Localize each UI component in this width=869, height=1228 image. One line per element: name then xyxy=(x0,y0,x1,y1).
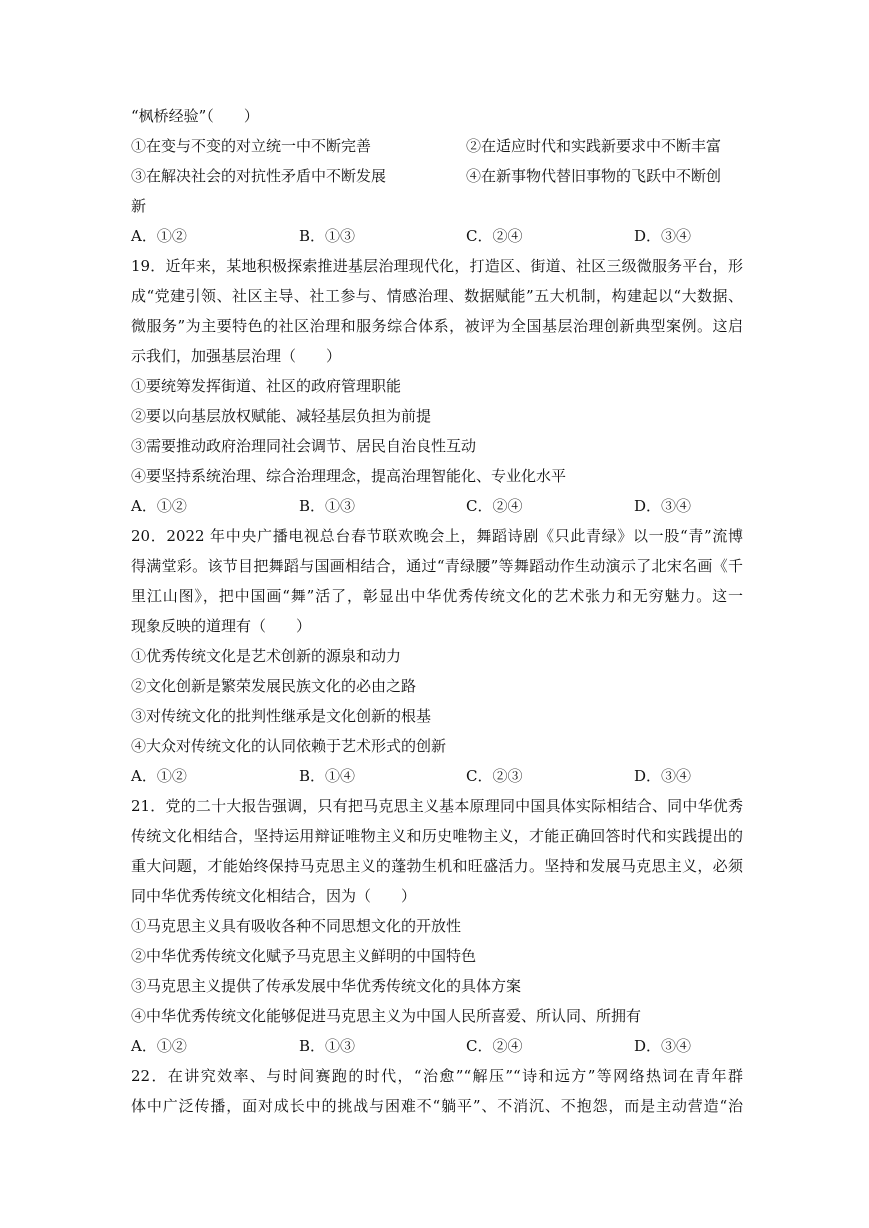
q21-stem-line-3: 重大问题，才能始终保持马克思主义的蓬勃生机和旺盛活力。坚持和发展马克思主义，必须 xyxy=(131,857,743,875)
q21-option-d: D．③④ xyxy=(634,1037,692,1055)
q21-option-a: A．①② xyxy=(131,1037,187,1055)
q18-statement-4-cont: 新 xyxy=(131,197,147,215)
q21-statement-1: ①马克思主义具有吸收各种不同思想文化的开放性 xyxy=(131,917,462,935)
q19-option-b: B．①③ xyxy=(299,497,356,515)
q18-stem-tail: “枫桥经验”（ ） xyxy=(131,107,259,125)
q20-option-c: C．②③ xyxy=(466,767,523,785)
q20-stem-line-2: 得满堂彩。该节目把舞蹈与国画相结合，通过“青绿腰”等舞蹈动作生动演示了北宋名画《千 xyxy=(131,557,743,575)
q21-option-b: B．①③ xyxy=(299,1037,356,1055)
q18-statement-2: ②在适应时代和实践新要求中不断丰富 xyxy=(466,137,722,155)
q19-stem-line-4: 示我们，加强基层治理（ ） xyxy=(131,347,342,365)
q21-stem-line-2: 传统文化相结合，坚持运用辩证唯物主义和历史唯物主义，才能正确回答时代和实践提出的 xyxy=(131,827,743,845)
q21-statement-2: ②中华优秀传统文化赋予马克思主义鲜明的中国特色 xyxy=(131,947,477,965)
q18-statement-row-1 xyxy=(131,131,743,161)
q18-options xyxy=(131,221,743,251)
q20-statement-4: ④大众对传统文化的认同依赖于艺术形式的创新 xyxy=(131,737,447,755)
q18-statement-row-2 xyxy=(131,161,743,191)
q20-stem-line-3: 里江山图》，把中国画“舞”活了，彰显出中华优秀传统文化的艺术张力和无穷魅力。这一 xyxy=(131,587,743,605)
q20-options xyxy=(131,761,743,791)
q18-option-b: B．①③ xyxy=(299,227,356,245)
q18-option-d: D．③④ xyxy=(634,227,692,245)
q18-statement-3: ③在解决社会的对抗性矛盾中不断发展 xyxy=(131,167,387,185)
q21-stem-line-4: 同中华优秀传统文化相结合，因为（ ） xyxy=(131,887,417,905)
q19-statement-2: ②要以向基层放权赋能、减轻基层负担为前提 xyxy=(131,407,432,425)
q20-option-a: A．①② xyxy=(131,767,187,785)
q18-option-c: C．②④ xyxy=(466,227,523,245)
q18-statement-4: ④在新事物代替旧事物的飞跃中不断创 xyxy=(466,167,722,185)
q19-options xyxy=(131,491,743,521)
q19-option-d: D．③④ xyxy=(634,497,692,515)
q21-statement-4: ④中华优秀传统文化能够促进马克思主义为中国人民所喜爱、所认同、所拥有 xyxy=(131,1007,642,1025)
q20-statement-3: ③对传统文化的批判性继承是文化创新的根基 xyxy=(131,707,432,725)
q22-stem-line-2: 体中广泛传播，面对成长中的挑战与困难不“躺平”、不消沉、不抱怨，而是主动营造“治 xyxy=(131,1097,743,1115)
q20-stem-line-1: 20．2022 年中央广播电视总台春节联欢晚会上，舞蹈诗剧《只此青绿》以一股“青”流博 xyxy=(131,527,743,545)
q19-stem-line-3: 微服务”为主要特色的社区治理和服务综合体系，被评为全国基层治理创新典型案例。这启 xyxy=(131,317,743,335)
q19-statement-4: ④要坚持系统治理、综合治理理念，提高治理智能化、专业化水平 xyxy=(131,467,567,485)
q20-option-b: B．①④ xyxy=(299,767,356,785)
q20-stem-line-4: 现象反映的道理有（ ） xyxy=(131,617,312,635)
q20-statement-1: ①优秀传统文化是艺术创新的源泉和动力 xyxy=(131,647,402,665)
q21-statement-3: ③马克思主义提供了传承发展中华优秀传统文化的具体方案 xyxy=(131,977,522,995)
q21-stem-line-1: 21．党的二十大报告强调，只有把马克思主义基本原理同中国具体实际相结合、同中华优秀 xyxy=(131,797,743,815)
q21-options xyxy=(131,1031,743,1061)
q20-statement-2: ②文化创新是繁荣发展民族文化的必由之路 xyxy=(131,677,417,695)
q19-option-a: A．①② xyxy=(131,497,187,515)
q18-option-a: A．①② xyxy=(131,227,187,245)
q22-stem-line-1: 22．在讲究效率、与时间赛跑的时代，“治愈”“解压”“诗和远方”等网络热词在青年群 xyxy=(131,1067,743,1085)
q21-option-c: C．②④ xyxy=(466,1037,523,1055)
q20-option-d: D．③④ xyxy=(634,767,692,785)
q18-statement-1: ①在变与不变的对立统一中不断完善 xyxy=(131,137,372,155)
q19-statement-1: ①要统筹发挥街道、社区的政府管理职能 xyxy=(131,377,402,395)
q19-stem-line-2: 成“党建引领、社区主导、社工参与、情感治理、数据赋能”五大机制，构建起以“大数据、 xyxy=(131,287,743,305)
q19-option-c: C．②④ xyxy=(466,497,523,515)
q19-statement-3: ③需要推动政府治理同社会调节、居民自治良性互动 xyxy=(131,437,477,455)
q19-stem-line-1: 19．近年来，某地积极探索推进基层治理现代化，打造区、街道、社区三级微服务平台，形 xyxy=(131,257,743,275)
